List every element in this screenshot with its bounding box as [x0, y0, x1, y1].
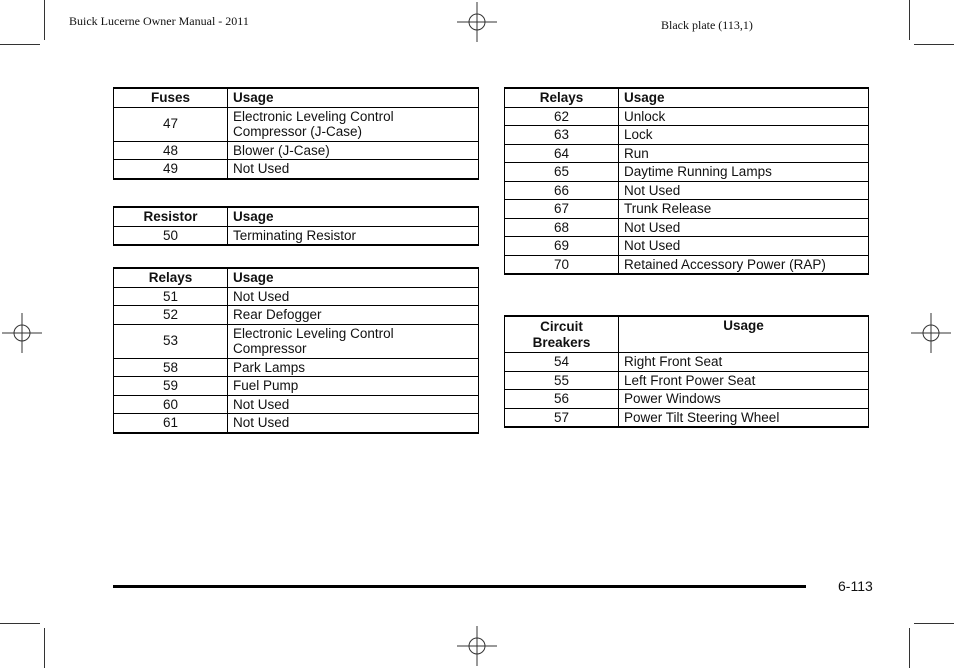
table-row [505, 408, 869, 427]
table-cell-number: 52 [114, 306, 228, 325]
table-cell-number: 70 [505, 255, 619, 274]
table-row [114, 226, 479, 245]
table-cell-number: 69 [505, 237, 619, 256]
header-manual-title: Buick Lucerne Owner Manual - 2011 [69, 14, 249, 28]
table-cell-usage: Terminating Resistor [228, 226, 479, 245]
table-cell-number: 63 [505, 126, 619, 145]
table-cell-usage: Rear Defogger [228, 306, 479, 325]
table-cell-number: 68 [505, 218, 619, 237]
table-row [505, 390, 869, 409]
registration-mark-icon [457, 2, 497, 42]
crop-mark [0, 44, 40, 45]
table-row [114, 306, 479, 325]
table-cell-usage: Not Used [619, 181, 869, 200]
table-cell-usage: Trunk Release [619, 200, 869, 219]
table-cell-number: 60 [114, 395, 228, 414]
resistor-table [113, 206, 479, 246]
table-row [114, 414, 479, 433]
table-cell-number: 49 [114, 160, 228, 179]
registration-mark-icon [2, 313, 42, 353]
table-cell-usage: Not Used [619, 218, 869, 237]
table-cell-usage: Left Front Power Seat [619, 371, 869, 390]
table-row [505, 107, 869, 126]
table-row [505, 126, 869, 145]
table-cell-number: 48 [114, 141, 228, 160]
crop-mark [44, 0, 45, 40]
table-row [505, 371, 869, 390]
table-cell-number: 67 [505, 200, 619, 219]
table-row [505, 218, 869, 237]
table-row [114, 358, 479, 377]
table-cell-usage: Right Front Seat [619, 353, 869, 372]
table-cell-number: 64 [505, 144, 619, 163]
relays-table-left [113, 267, 479, 434]
column-header: Relays [114, 268, 228, 287]
table-header-row [505, 316, 869, 353]
table-cell-usage: Not Used [228, 160, 479, 179]
registration-mark-icon [911, 313, 951, 353]
table-cell-usage: Not Used [228, 287, 479, 306]
table-cell-number: 57 [505, 408, 619, 427]
table-cell-number: 53 [114, 324, 228, 358]
circuit-breakers-table [504, 315, 869, 428]
table-row [505, 144, 869, 163]
table-cell-usage: Retained Accessory Power (RAP) [619, 255, 869, 274]
table-row [114, 377, 479, 396]
table-cell-number: 58 [114, 358, 228, 377]
registration-mark-icon [457, 626, 497, 666]
table-cell-number: 55 [505, 371, 619, 390]
page-number: 6-113 [838, 578, 873, 594]
table-cell-number: 65 [505, 163, 619, 182]
fuses-table [113, 87, 479, 180]
table-row [114, 107, 479, 141]
table-header-row [114, 268, 479, 287]
table-cell-number: 62 [505, 107, 619, 126]
column-header: Resistor [114, 207, 228, 226]
column-header: Usage [619, 316, 869, 353]
table-row [505, 237, 869, 256]
table-cell-usage: Electronic Leveling Control Compressor [228, 324, 479, 358]
crop-mark [914, 623, 954, 624]
table-row [505, 163, 869, 182]
table-cell-number: 47 [114, 107, 228, 141]
table-cell-number: 50 [114, 226, 228, 245]
crop-mark [909, 0, 910, 40]
table-header-row [114, 88, 479, 107]
table-row [114, 160, 479, 179]
table-cell-usage: Not Used [228, 414, 479, 433]
table-cell-number: 61 [114, 414, 228, 433]
crop-mark [914, 44, 954, 45]
table-cell-number: 66 [505, 181, 619, 200]
column-header: Usage [228, 207, 479, 226]
table-cell-usage: Park Lamps [228, 358, 479, 377]
table-cell-usage: Lock [619, 126, 869, 145]
relays-table-right [504, 87, 869, 275]
table-header-row [505, 88, 869, 107]
table-row [114, 141, 479, 160]
table-header-row [114, 207, 479, 226]
table-row [505, 200, 869, 219]
table-row [114, 395, 479, 414]
column-header: Usage [619, 88, 869, 107]
table-cell-usage: Daytime Running Lamps [619, 163, 869, 182]
crop-mark [0, 623, 40, 624]
header-plate-label: Black plate (113,1) [661, 18, 753, 32]
crop-mark [44, 628, 45, 668]
table-cell-number: 59 [114, 377, 228, 396]
table-cell-usage: Power Tilt Steering Wheel [619, 408, 869, 427]
table-cell-usage: Not Used [228, 395, 479, 414]
column-header: Usage [228, 268, 479, 287]
column-header: Relays [505, 88, 619, 107]
column-header: Fuses [114, 88, 228, 107]
table-cell-usage: Blower (J-Case) [228, 141, 479, 160]
column-header: Usage [228, 88, 479, 107]
table-cell-usage: Fuel Pump [228, 377, 479, 396]
table-row [505, 255, 869, 274]
table-cell-usage: Run [619, 144, 869, 163]
table-row [114, 287, 479, 306]
crop-mark [909, 628, 910, 668]
table-cell-usage: Electronic Leveling Control Compressor (J-Case) [228, 107, 479, 141]
table-cell-number: 56 [505, 390, 619, 409]
column-header: Circuit Breakers [505, 316, 619, 353]
table-cell-usage: Unlock [619, 107, 869, 126]
table-cell-number: 51 [114, 287, 228, 306]
footer-rule [113, 585, 806, 588]
table-row [505, 353, 869, 372]
table-cell-usage: Not Used [619, 237, 869, 256]
table-cell-number: 54 [505, 353, 619, 372]
table-row [114, 324, 479, 358]
table-row [505, 181, 869, 200]
table-cell-usage: Power Windows [619, 390, 869, 409]
